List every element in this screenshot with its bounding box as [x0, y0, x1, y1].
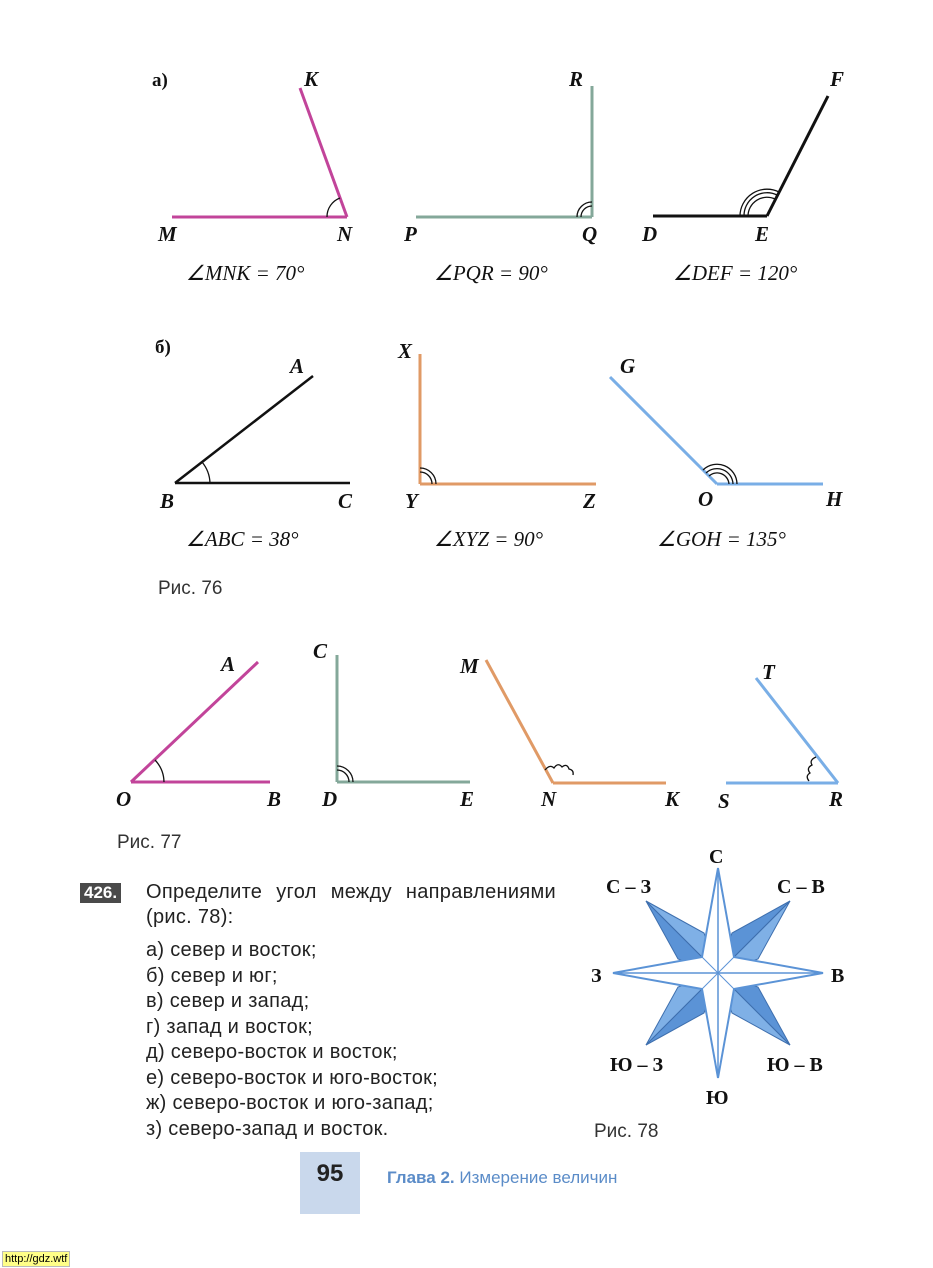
dir-northwest: С – З	[606, 876, 651, 898]
label-b: B	[160, 489, 175, 513]
task-item: б) север и юг;	[146, 964, 278, 987]
chapter-label: Глава 2.	[387, 1168, 455, 1187]
dir-northeast: С – В	[777, 876, 825, 898]
label-c: C	[338, 489, 353, 513]
label-d: D	[642, 222, 658, 246]
angle-tsr	[718, 660, 843, 813]
label-a2: A	[221, 652, 236, 676]
label-n2: N	[541, 787, 557, 811]
label-a: A	[290, 354, 305, 378]
chapter-name: Измерение величин	[459, 1168, 618, 1187]
label-r: R	[569, 67, 584, 91]
label-f: F	[830, 67, 845, 91]
task-item: ж) северо-восток и юго-запад;	[146, 1092, 434, 1114]
label-y: Y	[405, 489, 418, 513]
label-g: G	[620, 354, 636, 378]
label-z: Z	[583, 489, 596, 513]
angle-def	[641, 67, 844, 285]
label-o2: O	[116, 787, 132, 811]
label-r2: R	[829, 787, 844, 811]
angle-pqr	[403, 67, 597, 285]
label-p: P	[404, 222, 417, 246]
part-a-label: а)	[152, 70, 168, 91]
dir-south: Ю	[706, 1087, 729, 1109]
label-n: N	[337, 222, 353, 246]
angle-mnk	[157, 67, 353, 285]
label-d2: D	[322, 787, 338, 811]
figure-76-caption: Рис. 76	[158, 578, 223, 599]
angle-mnk2	[459, 654, 681, 811]
task-items	[146, 938, 566, 1142]
task-item: е) северо-восток и юго-восток;	[146, 1066, 439, 1089]
compass-rose	[613, 868, 823, 1078]
label-x: X	[398, 339, 413, 363]
label-m: M	[158, 222, 177, 246]
task-item: в) север и запад;	[146, 990, 310, 1012]
angle-cde	[313, 639, 474, 811]
caption-def: ∠DEF = 120°	[673, 261, 798, 285]
task-item: з) северо-запад и восток.	[146, 1117, 389, 1140]
label-t: T	[762, 660, 775, 684]
part-b-label: б)	[155, 337, 171, 358]
angle-goh	[610, 354, 843, 551]
label-h: H	[826, 487, 843, 511]
caption-xyz: ∠XYZ = 90°	[434, 527, 544, 551]
task-number: 426.	[80, 883, 121, 903]
page-number: 95	[316, 1160, 344, 1187]
label-s: S	[718, 789, 730, 813]
dir-southeast: Ю – В	[767, 1054, 823, 1076]
task-item: а) север и восток;	[146, 939, 317, 961]
label-e2: E	[460, 787, 475, 811]
dir-southwest: Ю – З	[610, 1054, 664, 1076]
figure-77-caption: Рис. 77	[117, 832, 182, 853]
caption-pqr: ∠PQR = 90°	[434, 261, 548, 285]
angle-abc	[159, 354, 353, 551]
task-text: Определите угол между направлениями (рис. 78):	[146, 881, 556, 928]
figure-78-caption: Рис. 78	[594, 1121, 659, 1142]
label-m2: M	[460, 654, 479, 678]
label-k2: K	[665, 787, 680, 811]
label-o: O	[698, 487, 714, 511]
dir-west: З	[591, 965, 602, 987]
dir-north: С	[709, 846, 724, 868]
caption-abc: ∠ABC = 38°	[186, 527, 299, 551]
label-q: Q	[582, 222, 598, 246]
caption-mnk: ∠MNK = 70°	[186, 261, 305, 285]
watermark-link[interactable]: http://gdz.wtf	[2, 1251, 70, 1267]
label-c2: C	[313, 639, 328, 663]
angle-xyz	[397, 339, 596, 551]
label-k: K	[304, 67, 319, 91]
caption-goh: ∠GOH = 135°	[657, 527, 786, 551]
label-e: E	[755, 222, 770, 246]
task-item: г) запад и восток;	[146, 1015, 314, 1038]
dir-east: В	[831, 965, 845, 987]
angle-aob	[116, 652, 281, 811]
label-b2: B	[267, 787, 282, 811]
chapter-title	[387, 1168, 617, 1188]
task-item: д) северо-восток и восток;	[146, 1041, 398, 1063]
